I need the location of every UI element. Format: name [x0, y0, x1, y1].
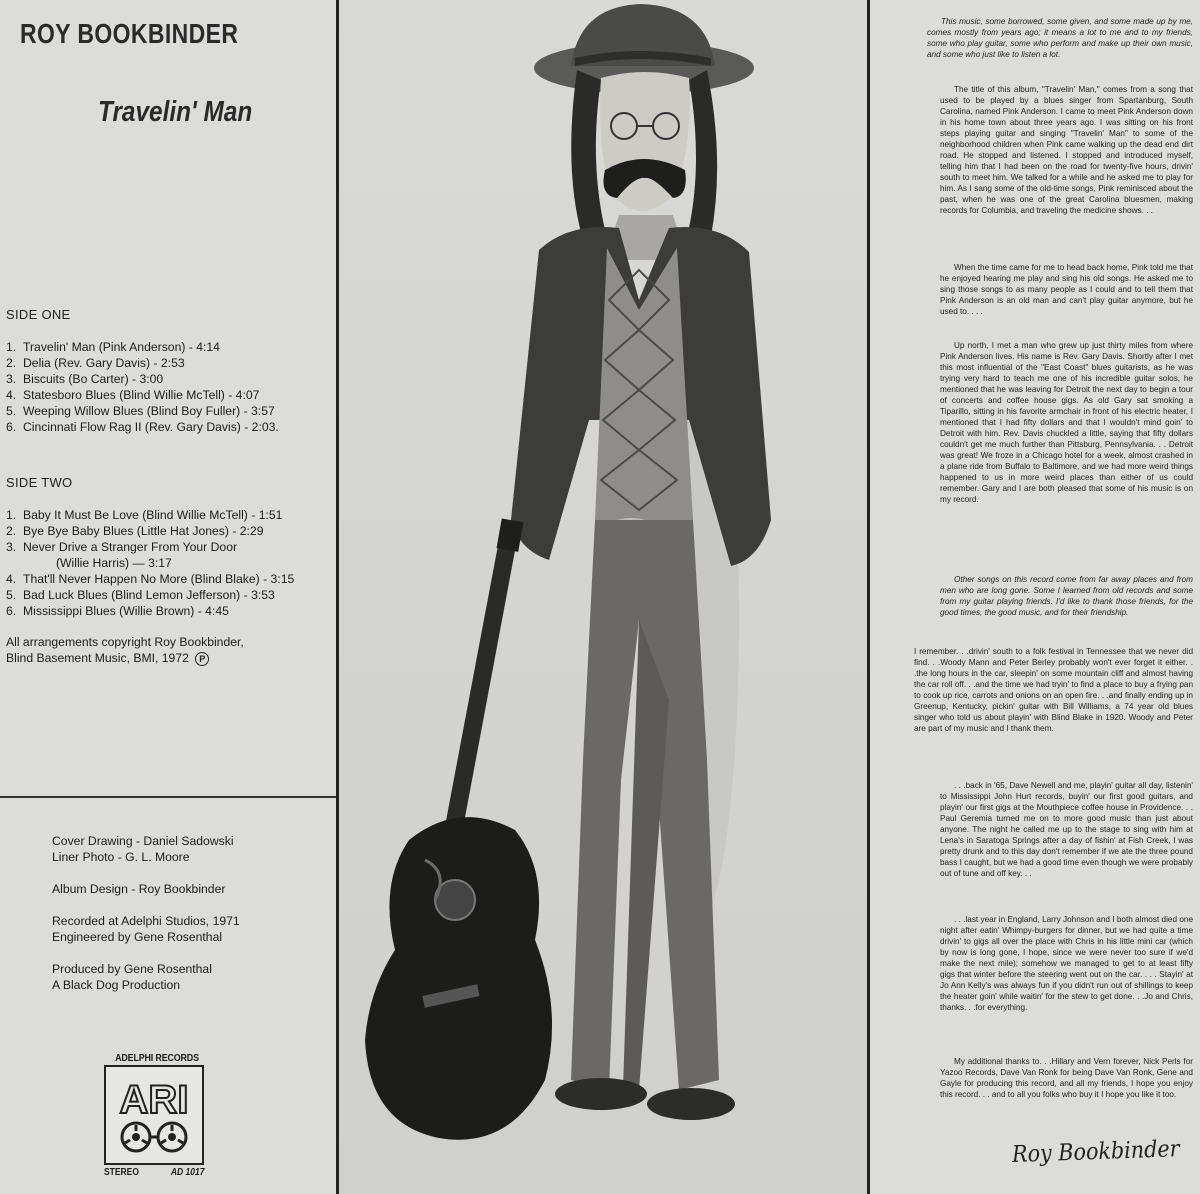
album-title: Travelin' Man [98, 96, 253, 128]
track-item-continued: (Willie Harris) — 3:17 [56, 556, 172, 570]
side-two-heading: SIDE TWO [6, 475, 73, 490]
track-item: 4. That'll Never Happen No More (Blind Blake) - 3:15 [6, 572, 295, 586]
logo-mark-text: ARI [119, 1078, 189, 1122]
track-item: 5. Weeping Willow Blues (Blind Boy Fuller) - 3:57 [6, 404, 275, 418]
left-column [0, 0, 338, 1194]
signature: Roy Bookbinder [1011, 1136, 1180, 1168]
credit-album-design: Album Design - Roy Bookbinder [52, 882, 226, 896]
side-one-heading: SIDE ONE [6, 307, 71, 322]
credit-liner-photo: Liner Photo - G. L. Moore [52, 850, 190, 864]
catalog-number: AD 1017 [170, 1167, 204, 1178]
logo-mark-graphic [106, 1067, 202, 1163]
liner-notes-paragraph: Up north, I met a man who grew up just thirty miles from where Pink Anderson lives. His name is Rev. Gary Davis. Shortly after I met this most influential of the "East Coast" blues guitarists, as he was trying very hard to teach me one of his incredible guitar solos, he mentioned that he was leaving for Detroit the next day to begin a tour of concerts and coffee house gigs. As old Gary sat smoking a Tiparillo, sitting in his favorite armchair in front of his electric heater, I mentioned that I had fifty dollars and that I wouldn't mind goin' to Detroit with him. Rev. Davis chuckled a little, saying that fifty dollars couldn't get me much further than Pittsburg, Pennsylvania. . . Detroit was great! We froze in a Chicago hotel for a week, almost crashed in a plane ride from Buffalo to Baltimore, and we had more weird things happened to us in more weird places than either of us could remember. Gary and I are both pleased that some of his music is on my record. [940, 341, 1193, 504]
photo-illustration [339, 0, 867, 1194]
liner-notes-paragraph: When the time came for me to head back home, Pink told me that he enjoyed hearing me play and sing his old songs. He asked me to sing those songs to as many people as I could and to tell them that Pink Anderson is an old man and can't play guitar anymore, but he used to. . . . [940, 263, 1193, 316]
track-item: 3. Biscuits (Bo Carter) - 3:00 [6, 372, 164, 386]
track-item: 2. Bye Bye Baby Blues (Little Hat Jones) - 2:29 [6, 524, 264, 538]
track-item: 1. Baby It Must Be Love (Blind Willie McTell) - 1:51 [6, 508, 283, 522]
track-item: 4. Statesboro Blues (Blind Willie McTell) - 4:07 [6, 388, 260, 402]
credit-produced: Produced by Gene Rosenthal [52, 962, 212, 976]
label-name: ADELPHI RECORDS [115, 1052, 199, 1064]
credit-recorded: Recorded at Adelphi Studios, 1971 [52, 914, 240, 928]
credit-production: A Black Dog Production [52, 978, 181, 992]
registered-p-icon: P [195, 652, 209, 666]
track-item: 6. Cincinnati Flow Rag II (Rev. Gary Davis) - 2:03. [6, 420, 279, 434]
divider [0, 796, 338, 798]
credit-engineered: Engineered by Gene Rosenthal [52, 930, 223, 944]
stereo-label: STEREO [104, 1167, 139, 1178]
liner-notes-paragraph: I remember. . .drivin' south to a folk festival in Tennessee that we never did find. . .Woody Mann and Peter Berley probably won't ever forget it either. . .the long hours in the car, sleepin' on some mountain cliff and almost having the car roll off. . .and the time we had tryin' to find a place to buy a frying pan to cook up rice, carrots and onions on an open fire. . .and finally ending up in Greenup, Kentucky, pickin' guitar with Bill Williams, a 74 year old blues singer who told us about playin' with Blind Blake in 1920. Woody and Peter are part of my music and I thank them. [914, 647, 1193, 733]
liner-notes-paragraph: . . .last year in England, Larry Johnson and I both almost died one night after eatin' Whimpy-burgers for dinner, but we had quite a time drivin' to gigs all over the place with Chris in his little mini car (which by now is long gone, I hope, since we were never too sure if we'd make the next mile); somehow we managed to get to at least fifty gigs that winter before the steering went out on the car. . . . Stayin' at Jo Ann Kelly's was always fun if you didn't run out of shillings to keep the heater goin' while waitin' for the stew to get done. . .Jo and Chris, thanks. . .for everything. [940, 915, 1193, 1012]
adelphi-logo [104, 1052, 210, 1178]
track-item: 2. Delia (Rev. Gary Davis) - 2:53 [6, 356, 185, 370]
liner-notes-paragraph: . . .back in '65, Dave Newell and me, playin' guitar all day, listenin' to Mississippi John Hurt records, buyin' our first good guitars, and playin' our first gigs at the Mouthpiece coffee house in Providence. . . Paul Geremia turned me on to more good music than just about anyone. The night he called me up to the stage to sing with him at Lena's in Saratoga Springs after a day of fishin' at Fish Creek, I was pretty drunk and to this day don't remember if we ate the three pound bass I caught, but we had a good time even though we were probably out of tune and off key. . . [940, 781, 1193, 878]
credit-cover-drawing: Cover Drawing - Daniel Sadowski [52, 834, 234, 848]
artist-name: ROY BOOKBINDER [20, 18, 239, 49]
liner-notes-paragraph: My additional thanks to. . .Hillary and Vern forever, Nick Perls for Yazoo Records, Dave Van Ronk for being Dave Van Ronk, Gene and Gayle for producing this record, and all my friends, I hope you enjoy this record. . . and to all you folks who buy it I hope you like it too. [940, 1057, 1193, 1099]
artist-photo [339, 0, 867, 1194]
copyright-notice: All arrangements copyright Roy Bookbinder, Blind Basement Music, BMI, 1972 P [6, 635, 244, 665]
track-item: 6. Mississippi Blues (Willie Brown) - 4:45 [6, 604, 229, 618]
track-item: 3. Never Drive a Stranger From Your Door [6, 540, 238, 554]
credits [52, 833, 240, 1009]
adelphi-logo-icon [104, 1065, 204, 1165]
liner-notes-intro: This music, some borrowed, some given, and some made up by me, comes mostly from years ago; it means a lot to me and to my friends, some who play guitar, some who perform and make up their own music, and some who just like to listen a lot. [927, 17, 1193, 59]
track-item: 5. Bad Luck Blues (Blind Lemon Jefferson) - 3:53 [6, 588, 275, 602]
liner-notes [870, 0, 1200, 1194]
liner-notes-paragraph: The title of this album, "Travelin' Man," comes from a song that used to be played by a blues singer from Spartanburg, South Carolina, named Pink Anderson. I came to meet Pink Anderson down in his home town about three years ago. I was sitting on his front steps playing guitar and singing "Travelin' Man" to some of the neighborhood children when Pink came walking up the dead end dirt road. He stopped and listened. I stopped and introduced myself, telling him that I had been on the road for twenty-five hours, drivin' south to meet him. We talked for a while and he asked me to play for him. As I sang some of the old-time songs, Pink reminisced about the past, when he was one of the great Carolina bluesmen, making records for Columbia, and traveling the medicine shows. . . [940, 85, 1193, 215]
liner-notes-paragraph: Other songs on this record come from far away places and from men who are long gone. Some I learned from old records and some from my guitar playing friends. I'd like to thank those friends, for the good times, the good music, and for their friendship. [940, 575, 1193, 617]
side-two-track-list [6, 507, 294, 619]
track-item: 1. Travelin' Man (Pink Anderson) - 4:14 [6, 340, 220, 354]
side-one-track-list [6, 339, 279, 435]
